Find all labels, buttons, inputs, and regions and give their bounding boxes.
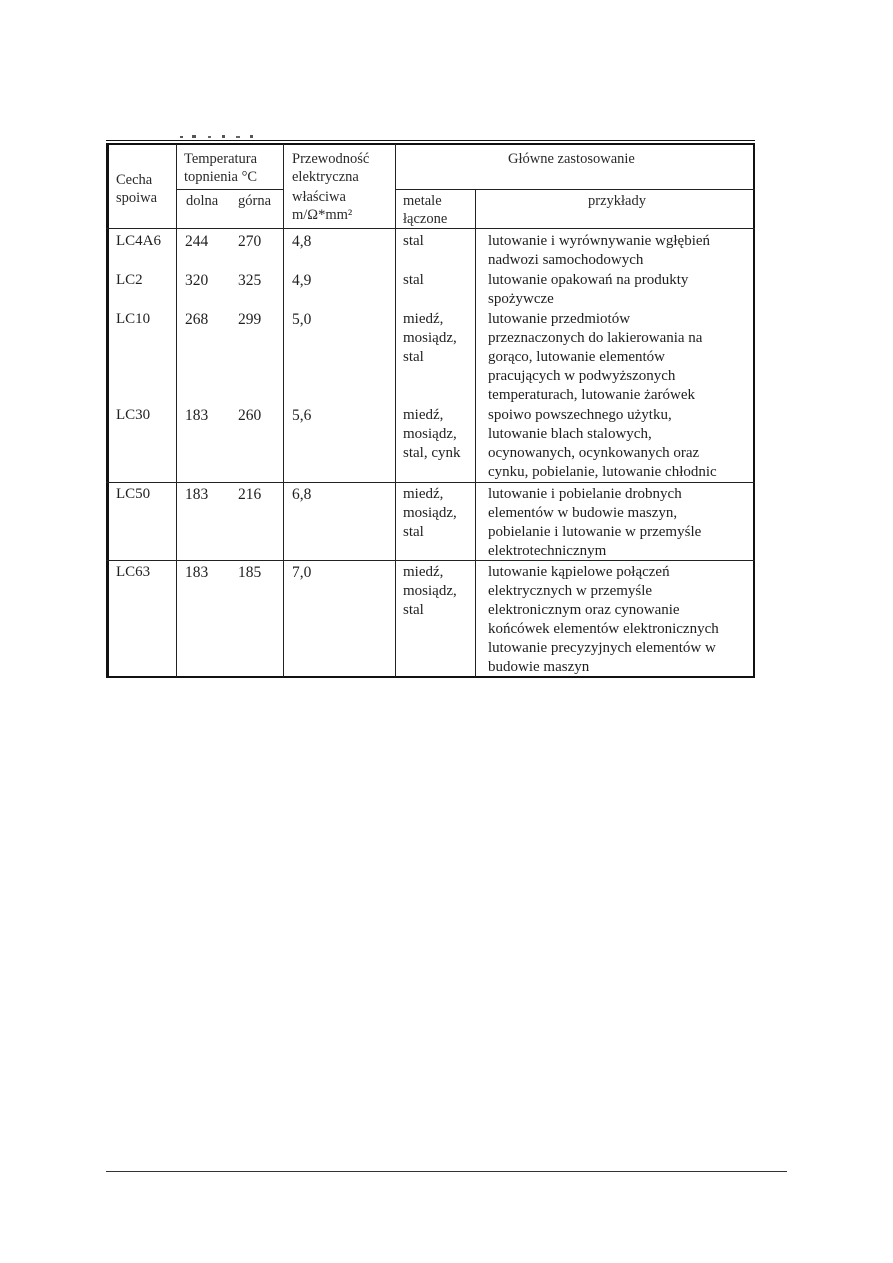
row-lc4a6-dolna: 244 bbox=[185, 233, 209, 250]
row-lc50-dolna: 183 bbox=[185, 486, 209, 503]
header-cecha: Cecha bbox=[116, 172, 153, 188]
row-lc10-metal: stal bbox=[403, 349, 424, 365]
row-lc50-przyklad: lutowanie i pobielanie drobnych bbox=[488, 486, 682, 502]
row-lc63-dolna: 183 bbox=[185, 564, 209, 581]
col-divider-4 bbox=[475, 189, 476, 677]
header-metale: metale bbox=[403, 193, 442, 209]
row-lc2-gorna: 325 bbox=[238, 272, 262, 289]
row-lc30-cecha: LC30 bbox=[116, 407, 151, 423]
row-lc4a6-przyklad: nadwozi samochodowych bbox=[488, 252, 644, 268]
row-lc10-przyklad: pracujących w podwyższonych bbox=[488, 368, 676, 384]
row-lc10-przyklad: temperaturach, lutowanie żarówek bbox=[488, 387, 695, 403]
row-lc10-metal: miedź, bbox=[403, 311, 444, 327]
row-lc4a6-cecha: LC4A6 bbox=[116, 233, 161, 249]
row-lc50-przyklad: elektrotechnicznym bbox=[488, 543, 607, 559]
row-lc63-metal: stal bbox=[403, 602, 424, 618]
header-subrule-zastosowanie bbox=[395, 189, 755, 190]
row-lc63-przyklad: lutowanie kąpielowe połączeń bbox=[488, 564, 670, 580]
row-lc50-metal: miedź, bbox=[403, 486, 444, 502]
col-divider-3 bbox=[395, 144, 396, 677]
row-lc63-przyklad: budowie maszyn bbox=[488, 659, 590, 675]
header-elektryczna: elektryczna bbox=[292, 169, 359, 185]
row-lc50-gorna: 216 bbox=[238, 486, 262, 503]
header-glowne-zastosowanie: Główne zastosowanie bbox=[508, 151, 635, 167]
row-lc10-metal: mosiądz, bbox=[403, 330, 457, 346]
row-lc30-gorna: 260 bbox=[238, 407, 262, 424]
row-lc2-przewodnosc: 4,9 bbox=[292, 272, 312, 289]
col-divider-1 bbox=[176, 144, 177, 677]
row-lc63-przyklad: lutowanie precyzyjnych elementów w bbox=[488, 640, 716, 656]
row-lc30-przyklad: spoiwo powszechnego użytku, bbox=[488, 407, 672, 423]
header-spoiwa: spoiwa bbox=[116, 190, 158, 206]
row-lc30-metal: stal, cynk bbox=[403, 445, 461, 461]
header-przyklady: przykłady bbox=[588, 193, 646, 209]
row-lc30-metal: miedź, bbox=[403, 407, 444, 423]
row-lc63-przyklad: elektronicznym oraz cynowanie bbox=[488, 602, 680, 618]
row-lc10-przyklad: przeznaczonych do lakierowania na bbox=[488, 330, 703, 346]
row-lc30-przyklad: lutowanie blach stalowych, bbox=[488, 426, 652, 442]
row-lc50-metal: stal bbox=[403, 524, 424, 540]
row-lc63-przyklad: końcówek elementów elektronicznych bbox=[488, 621, 719, 637]
footer-rule bbox=[106, 1171, 787, 1172]
header-topnienia: topnienia °C bbox=[184, 169, 258, 185]
row-lc30-dolna: 183 bbox=[185, 407, 209, 424]
header-wlasciwa: właściwa bbox=[292, 189, 346, 205]
row-rule-lc63 bbox=[106, 560, 755, 561]
row-lc63-metal: mosiądz, bbox=[403, 583, 457, 599]
row-lc10-przewodnosc: 5,0 bbox=[292, 311, 312, 328]
row-lc2-przyklad: spożywcze bbox=[488, 291, 554, 307]
row-lc63-przyklad: elektrycznych w przemyśle bbox=[488, 583, 653, 599]
row-lc50-przyklad: pobielanie i lutowanie w przemyśle bbox=[488, 524, 702, 540]
header-bottom-rule bbox=[106, 228, 755, 229]
row-lc4a6-gorna: 270 bbox=[238, 233, 262, 250]
row-lc63-przewodnosc: 7,0 bbox=[292, 564, 312, 581]
row-lc63-gorna: 185 bbox=[238, 564, 262, 581]
row-lc2-cecha: LC2 bbox=[116, 272, 143, 288]
row-lc10-przyklad: lutowanie przedmiotów bbox=[488, 311, 631, 327]
row-lc2-dolna: 320 bbox=[185, 272, 209, 289]
row-lc30-przyklad: cynku, pobielanie, lutowanie chłodnic bbox=[488, 464, 717, 480]
row-lc4a6-przyklad: lutowanie i wyrównywanie wgłębień bbox=[488, 233, 711, 249]
row-lc4a6-metal: stal bbox=[403, 233, 424, 249]
row-lc63-cecha: LC63 bbox=[116, 564, 151, 580]
row-lc50-przyklad: elementów w budowie maszyn, bbox=[488, 505, 678, 521]
row-lc2-metal: stal bbox=[403, 272, 424, 288]
row-lc50-przewodnosc: 6,8 bbox=[292, 486, 312, 503]
header-dolna: dolna bbox=[186, 193, 219, 209]
row-lc50-metal: mosiądz, bbox=[403, 505, 457, 521]
row-lc2-przyklad: lutowanie opakowań na produkty bbox=[488, 272, 689, 288]
row-lc10-cecha: LC10 bbox=[116, 311, 151, 327]
header-temperatura: Temperatura bbox=[184, 151, 258, 167]
row-lc63-metal: miedź, bbox=[403, 564, 444, 580]
header-gorna: górna bbox=[238, 193, 272, 209]
row-lc10-dolna: 268 bbox=[185, 311, 209, 328]
header-laczone: łączone bbox=[403, 211, 448, 227]
row-lc10-gorna: 299 bbox=[238, 311, 262, 328]
header-subrule-temperature bbox=[176, 189, 283, 190]
row-lc30-przewodnosc: 5,6 bbox=[292, 407, 312, 424]
header-unit: m/Ω*mm² bbox=[292, 207, 353, 223]
row-lc10-przyklad: gorąco, lutowanie elementów bbox=[488, 349, 666, 365]
row-lc30-przyklad: ocynowanych, ocynkowanych oraz bbox=[488, 445, 700, 461]
row-lc4a6-przewodnosc: 4,8 bbox=[292, 233, 312, 250]
row-lc30-metal: mosiądz, bbox=[403, 426, 457, 442]
header-przewodnosc: Przewodność bbox=[292, 151, 370, 167]
table-top-rule bbox=[106, 140, 755, 141]
row-lc50-cecha: LC50 bbox=[116, 486, 151, 502]
col-divider-2 bbox=[283, 144, 284, 677]
